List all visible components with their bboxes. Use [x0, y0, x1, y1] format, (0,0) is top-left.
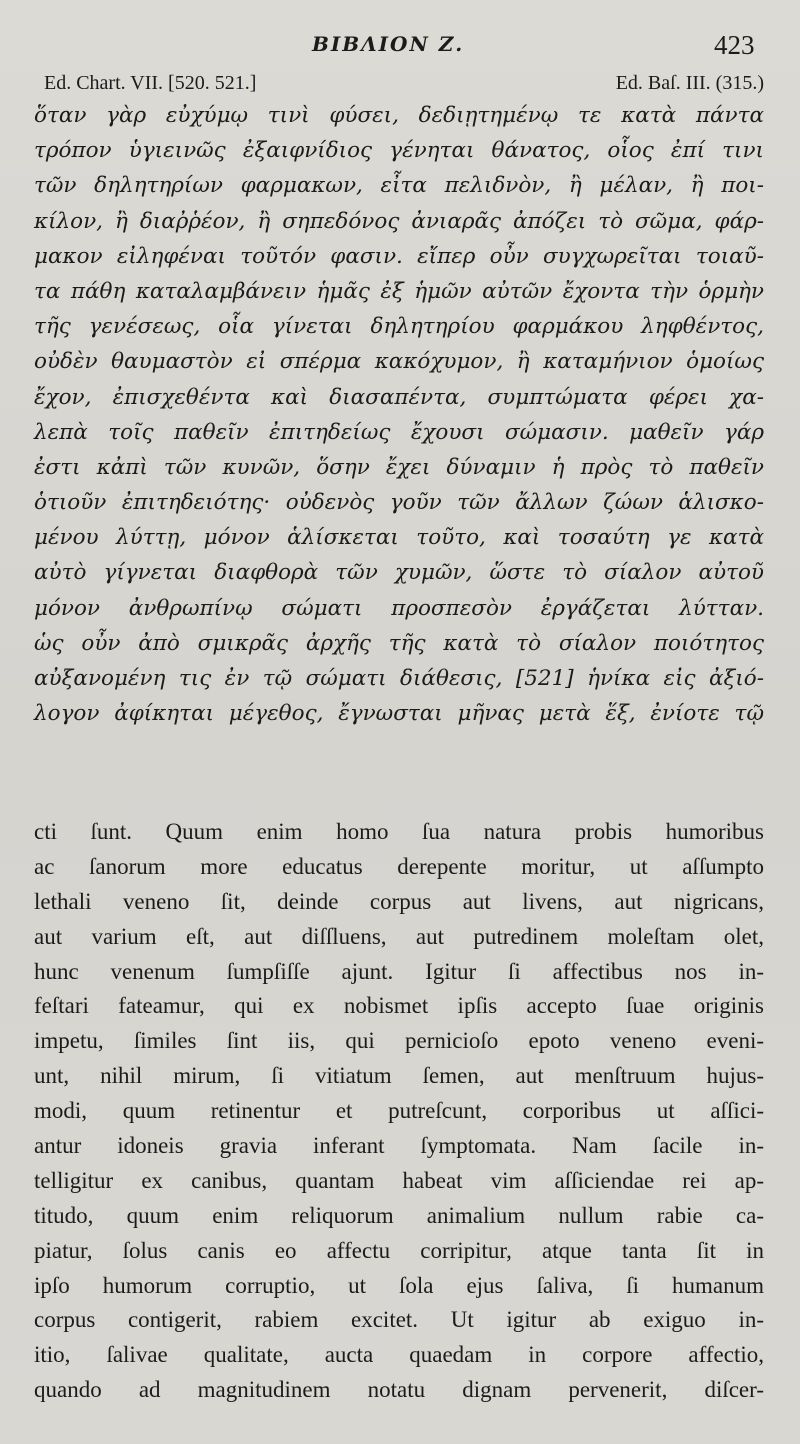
latin-text-line: ac ſanorum more educatus derepente moritur, ut aſſumpto [34, 853, 764, 879]
greek-text-line: αὐξανομένη τις ἐν τῷ σώματι διάθεσις, [521] ἡνίκα εἰς ἀξιό- [34, 666, 764, 691]
greek-text-line: αὐτὸ γίγνεται διαφθορὰ τῶν χυμῶν, ὥστε τὸ σίαλον αὐτοῦ [34, 560, 764, 586]
edition-chart-reference: Ed. Chart. VII. [520. 521.] [44, 72, 257, 94]
greek-text-line: μένου λύττῃ, μόνον ἁλίσκεται τοῦτο, καὶ τοσαύτη γε κατὰ [34, 525, 764, 551]
latin-text-line: corpus contigerit, rabiem excitet. Ut igitur ab exiguo in- [34, 1307, 764, 1333]
latin-text-line: aut varium eſt, aut diſſluens, aut putredinem moleſtam olet, [34, 923, 764, 949]
greek-text-line: κίλον, ἢ διαῤῥέον, ἢ σηπεδόνος ἀνιαρᾶς ἀπόζει τὸ σῶμα, φάρ- [34, 208, 764, 234]
latin-text-line: unt, nihil mirum, ſi vitiatum ſemen, aut menſtruum hujus- [34, 1063, 764, 1089]
latin-text-line: hunc venenum ſumpſiſſe ajunt. Igitur ſi affectibus nos in- [34, 958, 764, 984]
greek-text-line: ὁτιοῦν ἐπιτηδειότης· οὐδενὸς γοῦν τῶν ἄλλων ζώων ἁλισκο- [34, 490, 764, 516]
greek-text-line: ὡς οὖν ἀπὸ σμικρᾶς ἀρχῆς τῆς κατὰ τὸ σίαλον ποιότητος [34, 630, 764, 656]
edition-reference-line [44, 72, 764, 100]
greek-text-line: μακον εἰληφέναι τοῦτόν φασιν. εἴπερ οὖν συγχωρεῖται τοιαῦ- [34, 243, 764, 269]
greek-text-block [34, 98, 764, 731]
latin-text-line: titudo, quum enim reliquorum animalium nullum rabie ca- [34, 1202, 764, 1228]
latin-text-line: quando ad magnitudinem notatu dignam pervenerit, diſcer- [34, 1377, 764, 1403]
greek-text-line: τα πάθη καταλαμβάνειν ἡμᾶς ἐξ ἡμῶν αὐτῶν ἔχοντα τὴν ὁρμὴν [34, 278, 764, 304]
latin-text-line: itio, ſalivae qualitate, aucta quaedam in corpore affectio, [34, 1342, 764, 1368]
greek-text-line: λεπὰ τοῖς παθεῖν ἐπιτηδείως ἔχουσι σώμασιν. μαθεῖν γάρ [34, 419, 764, 445]
latin-text-line: modi, quum retinentur et putreſcunt, corporibus ut aſſici- [34, 1098, 764, 1124]
latin-text-line: ipſo humorum corruptio, ut ſola ejus ſaliva, ſi humanum [34, 1272, 764, 1298]
greek-text-line: τρόπον ὑγιεινῶς ἐξαιφνίδιος γένηται θάνατος, οἷος ἐπί τινι [34, 138, 764, 164]
page-number: 423 [714, 30, 755, 60]
greek-text-line: οὐδὲν θαυμαστὸν εἰ σπέρμα κακόχυμον, ἢ καταμήνιον ὁμοίως [34, 349, 764, 375]
latin-text-line: telligitur ex canibus, quantam habeat vim aſſiciendae rei ap- [34, 1167, 764, 1193]
greek-text-line: ἔχον, ἐπισχεθέντα καὶ διασαπέντα, συμπτώματα φέρει χα- [34, 384, 764, 410]
greek-text-line: τῶν δηλητηρίων φαρμακων, εἶτα πελιδνὸν, ἢ μέλαν, ἢ ποι- [34, 173, 764, 199]
latin-text-line: piatur, ſolus canis eo affectu corripitur, atque tanta ſit in [34, 1237, 764, 1263]
latin-text-line: cti ſunt. Quum enim homo ſua natura probis humoribus [34, 819, 764, 844]
greek-text-line: μόνον ἀνθρωπίνῳ σώματι προσπεσὸν ἐργάζεται λύτταν. [34, 595, 764, 621]
latin-text-line: lethali veneno ſit, deinde corpus aut livens, aut nigricans, [34, 888, 764, 914]
latin-text-block [34, 815, 764, 1408]
greek-text-line: τῆς γενέσεως, οἷα γίνεται δηλητηρίου φαρμάκου ληφθέντος, [34, 314, 764, 340]
greek-text-line: ὅταν γὰρ εὐχύμῳ τινὶ φύσει, δεδιῃτημένῳ τε κατὰ πάντα [34, 103, 764, 128]
greek-text-line: λογον ἀφίκηται μέγεθος, ἔγνωσται μῆνας μετὰ ἕξ, ἐνίοτε τῷ [34, 701, 764, 727]
greek-text-line: ἐστι κἀπὶ τῶν κυνῶν, ὅσην ἔχει δύναμιν ἡ πρὸς τὸ παθεῖν [34, 454, 764, 480]
latin-text-line: feſtari fateamur, qui ex nobismet ipſis accepto ſuae originis [34, 993, 764, 1019]
running-title: ΒΙΒΛΙΟΝ Ζ. [312, 32, 465, 56]
edition-basel-reference: Ed. Baſ. III. (315.) [615, 72, 764, 94]
running-head [0, 28, 800, 64]
latin-text-line: antur idoneis gravia inferant ſymptomata. Nam ſacile in- [34, 1133, 764, 1159]
latin-text-line: impetu, ſimiles ſint iis, qui pernicioſo epoto veneno eveni- [34, 1028, 764, 1054]
